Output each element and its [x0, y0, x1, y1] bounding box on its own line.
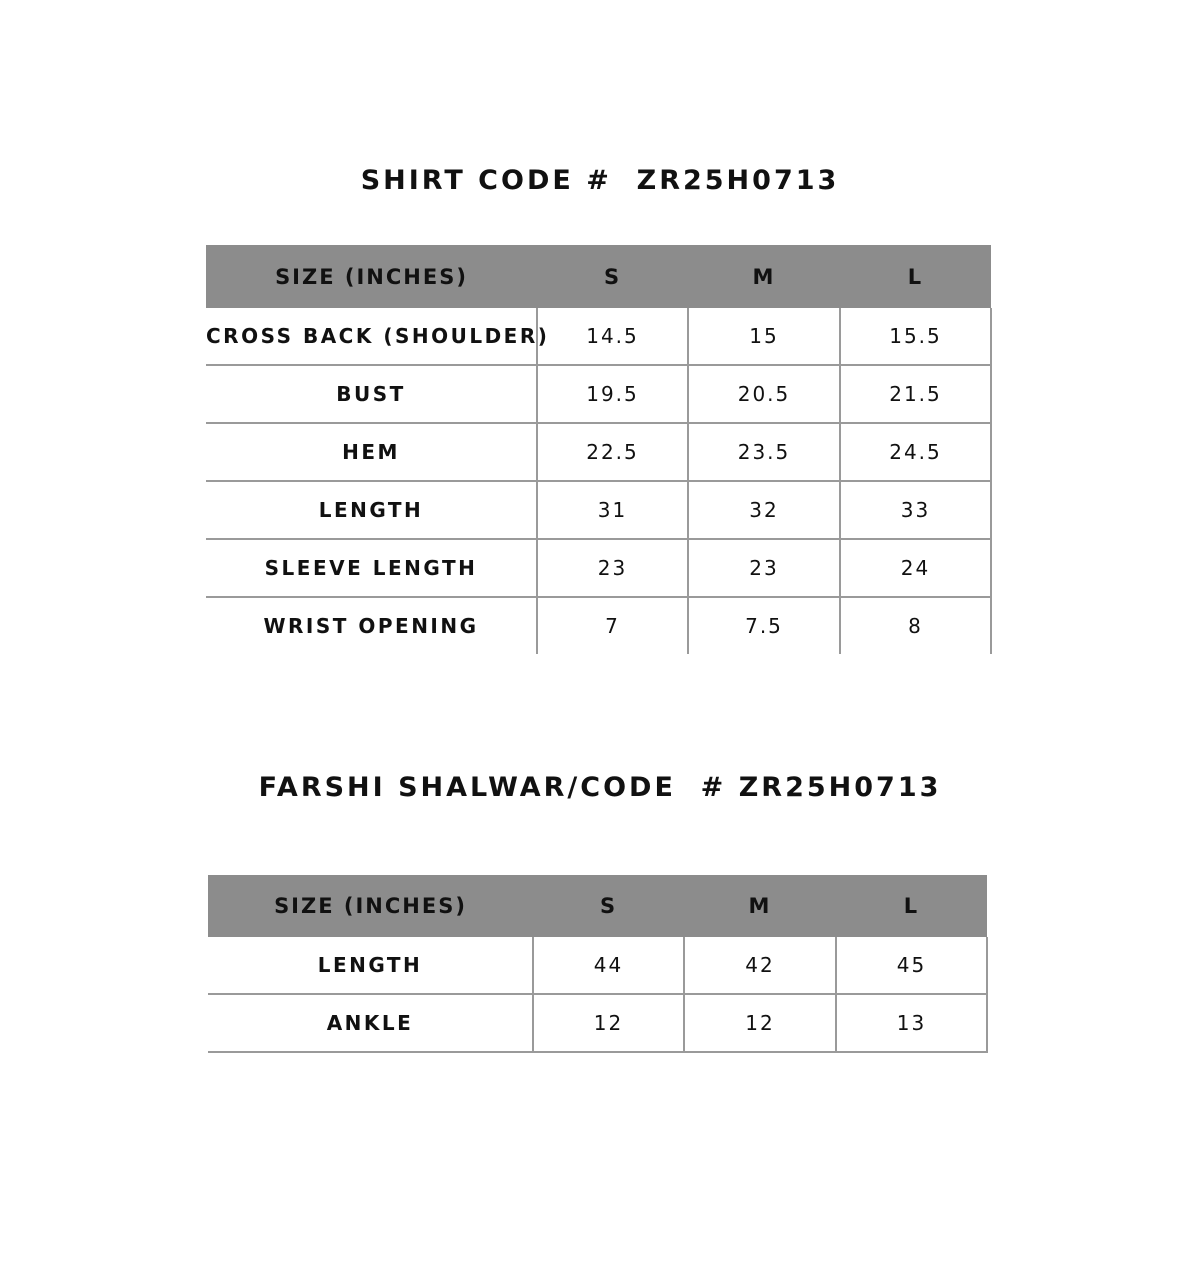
- row-label-sleeve-length: SLEEVE LENGTH: [206, 539, 537, 597]
- table-row: [206, 365, 991, 423]
- value-m: 7.5: [688, 597, 840, 654]
- value-l: 45: [836, 937, 987, 994]
- value-l: 24.5: [840, 423, 991, 481]
- value-s: 14.5: [537, 308, 688, 365]
- value-s: 44: [533, 937, 684, 994]
- row-label-ankle: ANKLE: [208, 994, 533, 1052]
- value-l: 21.5: [840, 365, 991, 423]
- shalwar-code-title: FARSHI SHALWAR/CODE # ZR25H0713: [258, 772, 942, 803]
- value-l: 13: [836, 994, 987, 1052]
- table-row: [206, 597, 991, 654]
- header-size-l: L: [840, 245, 991, 308]
- header-size-s: S: [537, 245, 688, 308]
- value-s: 12: [533, 994, 684, 1052]
- value-l: 33: [840, 481, 991, 539]
- value-s: 7: [537, 597, 688, 654]
- value-m: 42: [684, 937, 836, 994]
- value-m: 20.5: [688, 365, 840, 423]
- header-size-label: SIZE (INCHES): [208, 875, 533, 937]
- value-l: 24: [840, 539, 991, 597]
- header-size-m: M: [688, 245, 840, 308]
- row-label-bust: BUST: [206, 365, 537, 423]
- row-label-hem: HEM: [206, 423, 537, 481]
- value-m: 12: [684, 994, 836, 1052]
- table-header-row: [206, 245, 991, 308]
- value-s: 23: [537, 539, 688, 597]
- value-s: 31: [537, 481, 688, 539]
- table-row: [208, 994, 987, 1052]
- shalwar-size-table: [208, 875, 988, 1053]
- value-m: 32: [688, 481, 840, 539]
- header-size-l: L: [836, 875, 987, 937]
- value-m: 23: [688, 539, 840, 597]
- header-size-m: M: [684, 875, 836, 937]
- table-row: [206, 308, 991, 365]
- shirt-size-table: [206, 245, 992, 654]
- row-label-cross-back: CROSS BACK (SHOULDER): [206, 308, 537, 365]
- header-size-label: SIZE (INCHES): [206, 245, 537, 308]
- value-s: 19.5: [537, 365, 688, 423]
- value-s: 22.5: [537, 423, 688, 481]
- row-label-wrist-opening: WRIST OPENING: [263, 614, 479, 638]
- value-m: 15: [688, 308, 840, 365]
- value-l: 8: [840, 597, 991, 654]
- row-label-length: LENGTH: [208, 937, 533, 994]
- header-size-s: S: [533, 875, 684, 937]
- value-m: 23.5: [688, 423, 840, 481]
- table-row: [208, 937, 987, 994]
- table-row: [206, 539, 991, 597]
- table-row: [206, 481, 991, 539]
- value-l: 15.5: [840, 308, 991, 365]
- table-row: [206, 423, 991, 481]
- row-label-length: LENGTH: [206, 481, 537, 539]
- shirt-code-title: SHIRT CODE # ZR25H0713: [360, 165, 840, 196]
- table-header-row: [208, 875, 987, 937]
